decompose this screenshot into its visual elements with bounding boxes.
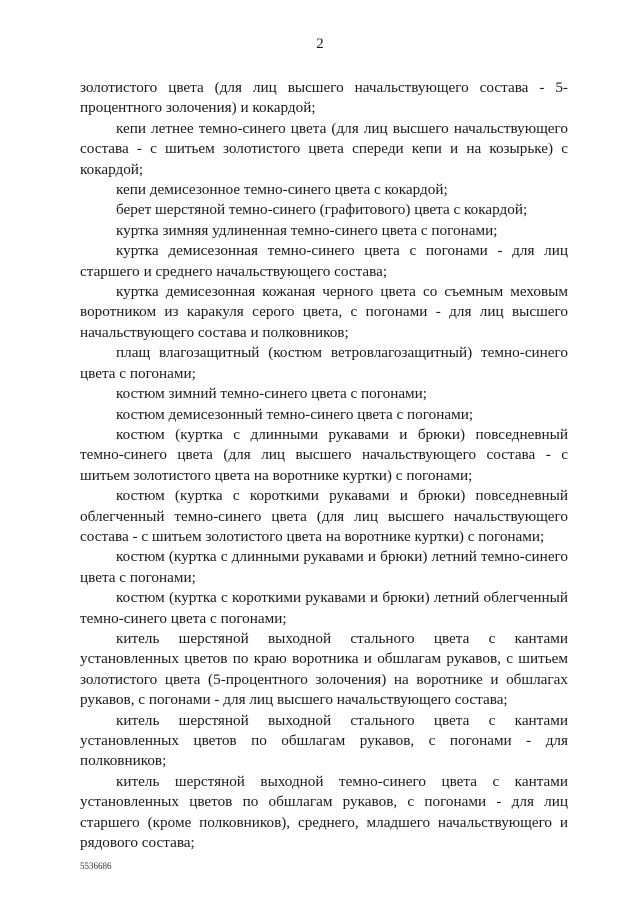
paragraph-tunic-senior: китель шерстяной выходной стального цвета с кантами установленных цветов по краю воротника и обшлагам рукавов, с шитьем золотистого цвета (5-процентного золочения) на воротнике и обшлагах рукавов, с погонами - для лиц высшего начальствующего состава; bbox=[80, 629, 568, 709]
page-number: 2 bbox=[316, 36, 324, 52]
paragraph-summer-cap: кепи летнее темно-синего цвета (для лиц высшего начальствующего состава - с шитьем золотистого цвета спереди кепи и на козырьке) с кокардой; bbox=[80, 119, 568, 178]
paragraph-demiseason-suit: костюм демисезонный темно-синего цвета с погонами; bbox=[116, 405, 474, 423]
paragraph-summer-light-suit: костюм (куртка с короткими рукавами и брюки) летний облегченный темно-синего цвета с погонами; bbox=[80, 589, 568, 627]
paragraph-summer-suit: костюм (куртка с длинными рукавами и брюки) летний темно-синего цвета с погонами; bbox=[80, 548, 568, 586]
paragraph-demiseason-cap: кепи демисезонное темно-синего цвета с кокардой; bbox=[116, 181, 448, 199]
paragraph-raincoat: плащ влагозащитный (костюм ветровлагозащитный) темно-синего цвета с погонами; bbox=[80, 344, 568, 382]
paragraph-winter-jacket: куртка зимняя удлиненная темно-синего цвета с погонами; bbox=[116, 221, 498, 239]
paragraph-leather-jacket: куртка демисезонная кожаная черного цвета со съемным меховым воротником из каракуля серого цвета, с погонами - для лиц высшего начальствующего состава и полковников; bbox=[80, 283, 568, 341]
paragraph-tunic-other: китель шерстяной выходной темно-синего цвета с кантами установленных цветов по обшлагам рукавов, с погонами - для лиц старшего (кроме полковников), среднего, младшего начальствующего и рядового состава; bbox=[80, 772, 568, 852]
paragraph-everyday-suit: костюм (куртка с длинными рукавами и брюки) повседневный темно-синего цвета (для лиц высшего начальствующего состава - с шитьем золотистого цвета на воротнике куртки) с погонами; bbox=[80, 425, 568, 484]
document-body bbox=[80, 78, 568, 853]
paragraph-everyday-light-suit: костюм (куртка с короткими рукавами и брюки) повседневный облегченный темно-синего цвета (для лиц высшего начальствующего состава - с шитьем золотистого цвета на воротнике куртки) с погонами; bbox=[80, 487, 568, 545]
paragraph-winter-suit: костюм зимний темно-синего цвета с погонами; bbox=[116, 385, 428, 403]
paragraph-beret: берет шерстяной темно-синего (графитового) цвета с кокардой; bbox=[116, 201, 528, 219]
paragraph-continuation: золотистого цвета (для лиц высшего начальствующего состава - 5-процентного золочения) и кокардой; bbox=[80, 79, 568, 117]
document-code: 5536686 bbox=[80, 861, 112, 871]
paragraph-demiseason-jacket: куртка демисезонная темно-синего цвета с погонами - для лиц старшего и среднего начальствующего состава; bbox=[80, 242, 568, 280]
paragraph-tunic-colonels: китель шерстяной выходной стального цвета с кантами установленных цветов по обшлагам рукавов, с погонами - для полковников; bbox=[80, 711, 568, 770]
